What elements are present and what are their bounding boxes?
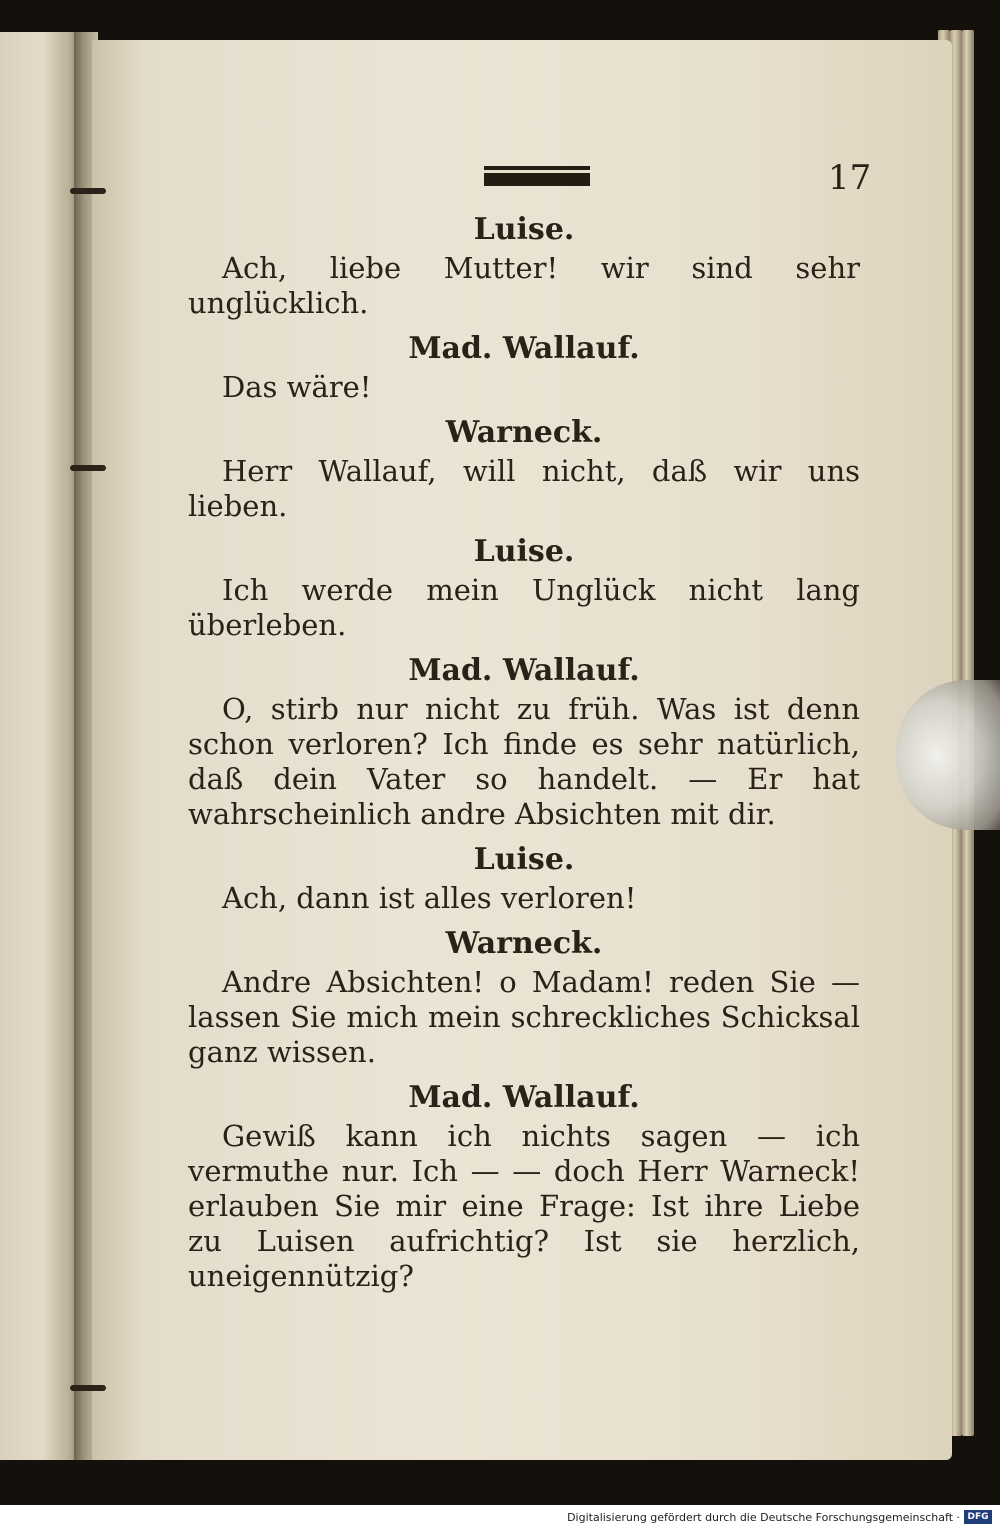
speech-line: Das wäre! xyxy=(222,370,372,404)
speech-line: Gewiß kann ich nichts sagen — ich vermuthe nur. Ich — — doch Herr Warneck! erlauben Sie mir eine Frage: Ist ihre Liebe zu Luisen aufrichtig? Ist sie herzlich, uneigennützig? xyxy=(188,1119,860,1293)
speaker-name: Luise. xyxy=(473,842,575,877)
digitization-footer xyxy=(0,1505,1000,1531)
page-number: 17 xyxy=(828,158,872,198)
dialogue-text xyxy=(188,210,860,1304)
dfg-logo: DFG xyxy=(964,1510,992,1524)
speech-line: Ich werde mein Unglück nicht lang überleben. xyxy=(188,573,860,642)
speaker-name: Luise. xyxy=(473,534,575,569)
speech-line: Ach, liebe Mutter! wir sind sehr unglücklich. xyxy=(188,251,860,320)
speech-line: O, stirb nur nicht zu früh. Was ist denn schon verloren? Ich finde es sehr natürlich, daß dein Vater so handelt. — Er hat wahrscheinlich andre Absichten mit dir. xyxy=(188,692,860,831)
speech-line: Herr Wallauf, will nicht, daß wir uns lieben. xyxy=(188,454,860,523)
binding-stitch xyxy=(70,465,106,471)
speech-line: Andre Absichten! o Madam! reden Sie — lassen Sie mich mein schreckliches Schicksal ganz wissen. xyxy=(188,965,860,1069)
header-rule xyxy=(484,170,590,186)
speech-line: Ach, dann ist alles verloren! xyxy=(222,881,637,915)
speaker-name: Mad. Wallauf. xyxy=(408,1080,640,1115)
binding-stitch xyxy=(70,188,106,194)
speaker-name: Warneck. xyxy=(445,415,603,450)
binding-stitch xyxy=(70,1385,106,1391)
verso-page xyxy=(0,32,78,1460)
speaker-name: Mad. Wallauf. xyxy=(408,331,640,366)
speaker-name: Luise. xyxy=(473,212,575,247)
speaker-name: Warneck. xyxy=(445,926,603,961)
speaker-name: Mad. Wallauf. xyxy=(408,653,640,688)
funding-credit: Digitalisierung gefördert durch die Deutsche Forschungsgemeinschaft · xyxy=(567,1511,960,1524)
